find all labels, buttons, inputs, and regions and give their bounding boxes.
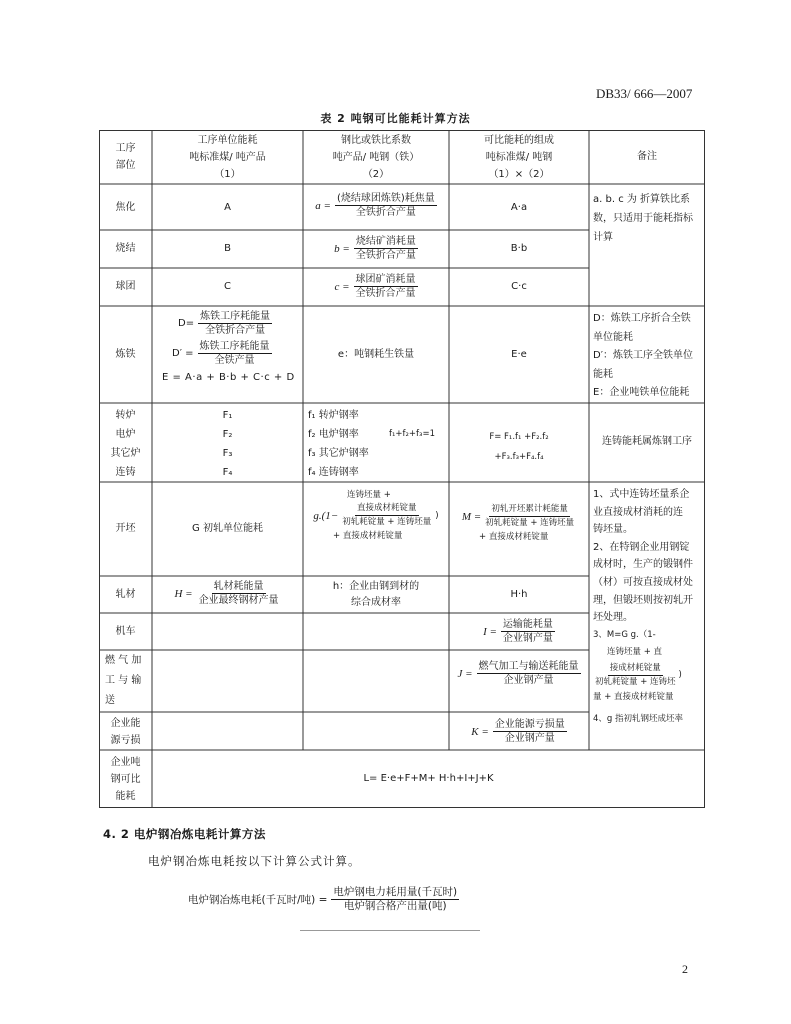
row-iron-comparable: E·e	[511, 349, 527, 360]
row-loco-name: 机车	[115, 626, 136, 637]
row-blooming-ratio	[303, 488, 449, 543]
energy-table	[99, 130, 705, 808]
fraction-denominator: 初轧耗锭量 + 连铸坯量	[485, 518, 575, 528]
h-fraction	[197, 580, 281, 607]
remark-line: 单位能耗	[593, 331, 633, 343]
note-line: 2、在特钢企业用钢锭	[593, 541, 690, 553]
row-coking-comparable: A·a	[510, 202, 528, 213]
row-steel-comparable	[449, 427, 589, 467]
row-sinter-comparable: B·b	[510, 243, 528, 254]
total-name-line: 钢可比	[110, 774, 141, 785]
row-steel-remark: 连铸能耗属炼钢工序	[602, 436, 692, 447]
steel-unit: F₁	[222, 410, 233, 421]
fraction-numerator: 炼铁工序耗能量	[200, 311, 271, 322]
remark-line: 计算	[593, 232, 613, 243]
remark-abc	[593, 190, 705, 247]
remark-line: E：企业吨铁单位能耗	[593, 387, 690, 398]
ratio-fraction	[335, 192, 437, 219]
m-tail: + 直接成材耗锭量	[479, 532, 549, 542]
note-line: 铸坯量。	[593, 524, 633, 536]
header-comparable-line: 吨标准煤/ 吨钢	[485, 152, 553, 163]
steel-ratio: f₃ 其它炉钢率	[308, 448, 369, 459]
formula-fraction	[331, 886, 459, 913]
fraction-numerator: 炼铁工序耗能量	[199, 341, 270, 352]
steel-process-name: 连铸	[115, 467, 136, 478]
header-unit	[152, 132, 303, 183]
loss-name-line: 源亏损	[110, 735, 141, 746]
header-comparable-line: 可比能耗的组成	[484, 135, 554, 146]
row-loss-comparable	[449, 718, 589, 745]
steel-process-name: 电炉	[115, 429, 136, 440]
row-pellet-name: 球团	[115, 281, 136, 292]
fraction-denominator: 电炉钢合格产出量(吨)	[343, 900, 447, 912]
i-fraction	[501, 618, 555, 645]
note-line: 量 + 直接成材耗锭量	[593, 691, 674, 702]
row-gas-name	[99, 651, 158, 711]
steel-ratio: f₄ 连铸钢率	[308, 467, 359, 478]
m-fraction	[483, 503, 576, 530]
fraction-numerator: 球团矿消耗量	[355, 274, 416, 285]
j-fraction	[477, 660, 581, 687]
note-line: （材）可按直接成材处	[593, 576, 693, 588]
e-formula: E = A·a + B·b + C·c + D	[162, 372, 295, 383]
steel-ratio-sum: f₁+f₂+f₃=1	[389, 429, 435, 439]
steel-comp-line: F= F₁.f₁ +F₂.f₂	[489, 432, 549, 442]
row-gas-comparable	[449, 660, 589, 687]
dprime-lhs: D′ =	[172, 347, 194, 359]
header-process	[99, 140, 152, 174]
row-loco-comparable	[449, 618, 589, 645]
row-pellet-unit: C	[224, 281, 231, 292]
row-coking-name: 焦化	[115, 202, 136, 213]
note-line: 坯处理。	[593, 612, 633, 624]
note-line: 业直接成材消耗的连	[593, 506, 683, 518]
fraction-numerator: 燃气加工与输送耗能量	[478, 661, 579, 672]
note-line: 4、g 指初轧钢坯成坯率	[593, 713, 684, 724]
j-lhs: J =	[457, 667, 473, 680]
fraction-numerator: 运输能耗量	[502, 619, 553, 630]
row-steel-ratios	[308, 406, 398, 482]
fraction-numerator: (烧结球团炼铁)耗焦量	[336, 193, 435, 204]
note-line: 连铸坯量 + 直	[607, 647, 663, 658]
row-sinter-name: 烧结	[115, 243, 136, 254]
row-rolling-name: 轧材	[115, 589, 136, 600]
d-fraction	[198, 310, 272, 337]
m-lhs: M =	[461, 510, 482, 523]
remark-line: a. b. c 为 折算铁比系	[593, 194, 691, 205]
document-code: DB33/ 666—2007	[596, 86, 693, 101]
k-fraction	[493, 718, 567, 745]
gas-name-line: 燃 气 加	[105, 655, 142, 666]
row-sinter-ratio	[303, 235, 449, 262]
header-process-line: 工序	[115, 143, 136, 154]
fraction-denominator: 全铁折合产量	[205, 325, 266, 336]
ratio-line: h：企业由钢到材的	[332, 581, 420, 592]
steel-ratio: f₂ 电炉钢率	[308, 429, 359, 440]
loss-name-line: 企业能	[110, 718, 141, 729]
row-rolling-unit	[152, 580, 303, 607]
note-line: 理，但锻坯则按初轧开	[593, 594, 693, 606]
fraction-denominator: 企业钢产量	[504, 733, 555, 744]
section-heading: 4. 2 电炉钢冶炼电耗计算方法	[103, 827, 266, 841]
steel-unit: F₄	[222, 467, 233, 478]
row-coking-unit: A	[224, 202, 231, 213]
fraction-denominator: 企业钢产量	[503, 675, 554, 686]
header-comparable	[449, 132, 589, 183]
ratio-lhs: c =	[334, 280, 350, 293]
ratio-fraction	[354, 235, 418, 262]
steel-process-name: 其它炉	[110, 448, 141, 459]
steel-ratio: f₁ 转炉钢率	[308, 410, 359, 421]
row-loss-name	[99, 715, 152, 749]
fraction-denominator: 企业最终钢材产量	[198, 595, 279, 606]
ratio-fraction	[354, 273, 418, 300]
row-blooming-unit: G 初轧单位能耗	[192, 523, 263, 534]
row-iron-remark	[593, 310, 705, 403]
header-unit-line: （1）	[214, 169, 241, 180]
fraction-denominator: 全铁产量	[214, 355, 255, 366]
fraction-denominator: 全铁折合产量	[355, 207, 416, 218]
remark-line: D′：炼铁工序全铁单位	[593, 350, 693, 361]
k-lhs: K =	[471, 725, 489, 738]
row-total-formula: L= E·e+F+M+ H·h+I+J+K	[363, 773, 494, 784]
section-paragraph: 电炉钢冶炼电耗按以下计算公式计算。	[148, 854, 361, 868]
fraction-numerator: 直接成材耗锭量	[355, 502, 419, 516]
fraction-denominator: 全铁折合产量	[355, 288, 416, 299]
header-ratio-line: 钢比或铁比系数	[341, 135, 411, 146]
row-blooming-comparable	[449, 503, 589, 544]
ratio-lhs: b =	[334, 242, 350, 255]
note-line: 成材时，生产的锻钢件	[593, 559, 693, 571]
row-blooming-name: 开坯	[115, 523, 136, 534]
note3-fraction	[593, 662, 678, 689]
fraction-denominator: 初轧耗锭量 + 连铸坯	[595, 676, 676, 687]
d-lhs: D=	[178, 317, 195, 329]
table-title: 表 2 吨钢可比能耗计算方法	[320, 112, 471, 125]
header-comparable-line: （1）×（2）	[488, 169, 550, 180]
fraction-numerator: 初轧开坯累计耗能量	[489, 503, 570, 517]
remark-line: 能耗	[593, 368, 613, 380]
fraction-numerator: 电炉钢电力耗用量(千瓦时)	[333, 886, 458, 898]
ratio-line: 综合成材率	[351, 597, 401, 608]
header-unit-line: 吨标准煤/ 吨产品	[189, 152, 266, 163]
header-unit-line: 工序单位能耗	[197, 135, 258, 146]
steel-unit: F₂	[222, 429, 233, 440]
i-lhs: I =	[483, 625, 497, 638]
row-pellet-comparable: C·c	[511, 281, 527, 292]
steel-process-name: 转炉	[115, 410, 136, 421]
g-fraction	[340, 502, 433, 529]
fraction-numerator: 接成材耗锭量	[608, 662, 663, 676]
header-ratio	[303, 132, 449, 183]
header-ratio-line: （2）	[362, 169, 390, 180]
header-process-line: 部位	[115, 160, 136, 171]
row-rolling-ratio	[303, 579, 449, 611]
fraction-denominator: 企业钢产量	[502, 633, 553, 644]
fraction-denominator: 全铁折合产量	[355, 250, 416, 261]
note3-rhs: )	[678, 670, 682, 681]
total-name-line: 企业吨	[110, 757, 141, 768]
end-rule	[300, 930, 480, 931]
remark-notes	[593, 486, 705, 728]
row-steel-units	[152, 406, 303, 482]
steel-unit: F₃	[222, 448, 233, 459]
g-top: 连铸坯量 +	[347, 490, 391, 500]
remark-line: D：炼铁工序折合全铁	[593, 313, 691, 324]
row-iron-ratio: e：吨钢耗生铁量	[337, 349, 415, 360]
row-pellet-ratio	[303, 273, 449, 300]
remark-line: 数，只适用于能耗指标	[593, 213, 693, 224]
page-number: 2	[682, 962, 688, 976]
gas-name-line: 工 与 输	[105, 675, 142, 686]
gas-name-line: 送	[105, 695, 115, 706]
header-remark: 备注	[637, 151, 657, 162]
note-line: 1、式中连铸坯量系企	[593, 489, 690, 500]
steel-comp-line: +F₃.f₃+F₄.f₄	[494, 452, 544, 462]
row-iron-unit	[152, 310, 303, 385]
header-ratio-line: 吨产品/ 吨钢（铁）	[332, 152, 420, 163]
row-coking-ratio	[303, 192, 449, 219]
formula-lhs: 电炉钢冶炼电耗(千瓦时/吨) =	[188, 894, 328, 906]
ratio-lhs: a =	[315, 199, 331, 212]
g-tail: + 直接成材耗锭量	[333, 531, 403, 541]
fraction-numerator: 轧材耗能量	[213, 581, 264, 592]
power-formula	[188, 886, 459, 913]
note-line: 3、M=G g.（1-	[593, 629, 656, 640]
row-steel-names	[99, 406, 152, 482]
row-iron-name: 炼铁	[115, 349, 136, 360]
fraction-numerator: 烧结矿消耗量	[355, 236, 416, 247]
fraction-denominator: 初轧耗锭量 + 连铸坯量	[342, 517, 432, 527]
g-rhs: )	[435, 510, 439, 521]
dprime-fraction	[198, 340, 272, 367]
total-name-line: 能耗	[115, 791, 136, 802]
g-lhs: g.(1−	[313, 509, 339, 522]
row-total-name	[99, 754, 152, 805]
fraction-numerator: 企业能源亏损量	[494, 719, 565, 730]
row-sinter-unit: B	[224, 243, 231, 254]
h-lhs: H =	[174, 587, 193, 600]
row-rolling-comparable: H·h	[510, 589, 528, 600]
